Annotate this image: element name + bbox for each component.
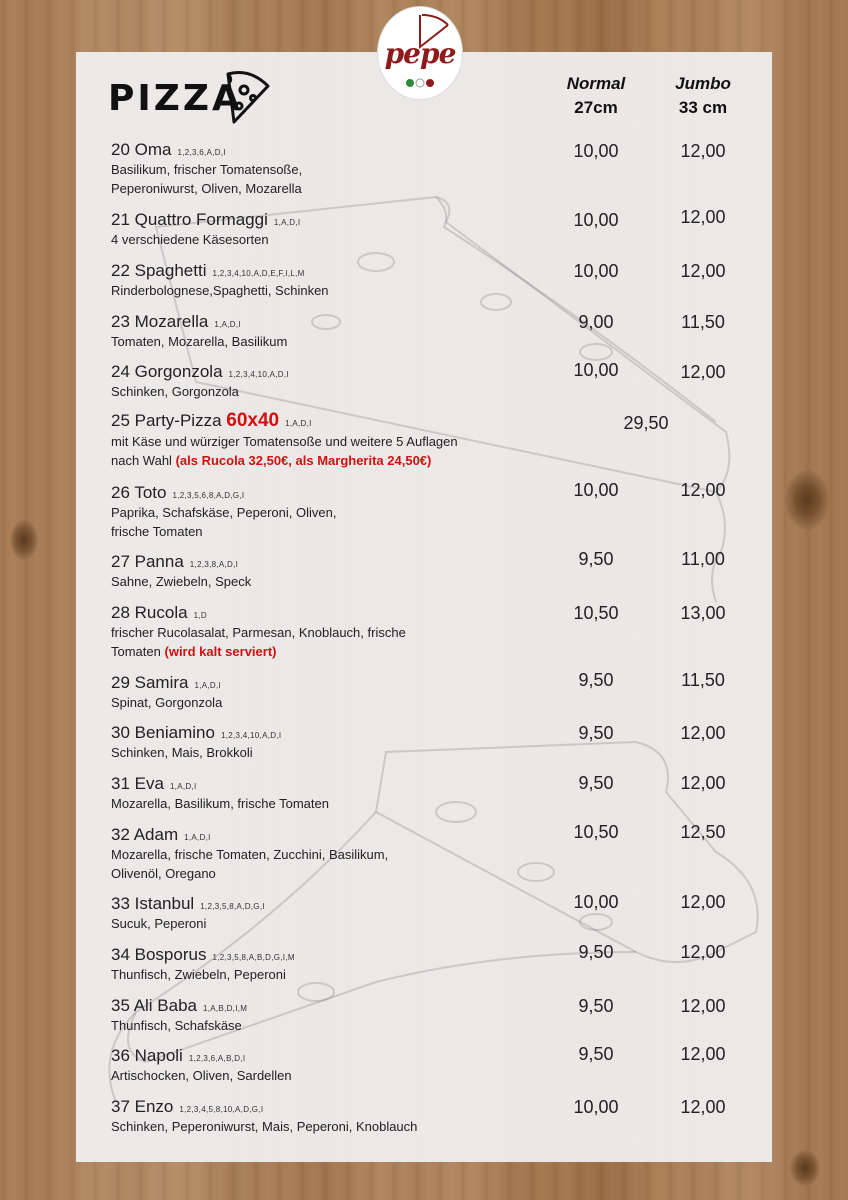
price-normal: 10,00 xyxy=(573,141,619,161)
column-normal-label: Normal xyxy=(566,74,626,93)
price-jumbo: 12,00 xyxy=(680,207,726,227)
item-allergens: 1,A,D,I xyxy=(184,833,211,842)
price-jumbo: 12,00 xyxy=(680,480,726,500)
price-jumbo: 11,00 xyxy=(681,549,725,569)
item-name: 24 Gorgonzola xyxy=(111,362,223,381)
column-normal-size: 27cm xyxy=(574,98,618,117)
price-party: 29,50 xyxy=(623,413,669,433)
item-allergens: 1,2,3,4,10,A,D,I xyxy=(228,370,289,379)
price-normal: 9,50 xyxy=(578,549,614,569)
price-jumbo: 12,00 xyxy=(680,1097,726,1117)
price-jumbo: 12,00 xyxy=(680,362,726,382)
item-allergens: 1,2,3,5,8,A,D,G,I xyxy=(200,902,265,911)
item-description: Thunfisch, Schafskäse xyxy=(111,1018,242,1033)
price-jumbo: 13,00 xyxy=(680,603,726,623)
item-description: Artischocken, Oliven, Sardellen xyxy=(111,1068,292,1083)
party-size-label: 60x40 xyxy=(226,410,280,431)
wood-knot xyxy=(790,1150,820,1186)
logo-text: pepe xyxy=(384,37,456,70)
item-allergens: 1,A,D,I xyxy=(273,218,301,227)
price-jumbo: 12,00 xyxy=(680,942,726,962)
item-allergens: 1,A,D,I xyxy=(169,782,197,791)
price-normal: 10,50 xyxy=(573,603,619,623)
price-normal: 10,00 xyxy=(573,360,619,380)
item-name: 23 Mozarella xyxy=(111,312,209,331)
price-jumbo: 12,00 xyxy=(680,996,726,1016)
item-allergens: 1,2,3,6,A,B,D,I xyxy=(188,1054,246,1063)
item-name: 35 Ali Baba xyxy=(111,996,198,1015)
item-description: Spinat, Gorgonzola xyxy=(111,695,223,710)
wood-knot xyxy=(10,520,38,560)
item-allergens: 1,2,3,5,8,A,B,D,G,I,M xyxy=(212,953,295,962)
item-description-line2: Tomaten xyxy=(111,644,161,659)
price-jumbo: 11,50 xyxy=(681,312,725,332)
item-allergens: 1,2,3,5,6,8,A,D,G,I xyxy=(172,491,245,500)
price-jumbo: 12,00 xyxy=(680,723,726,743)
item-allergens: 1,2,3,4,10,A,D,E,F,I,L,M xyxy=(212,269,305,278)
pepe-logo xyxy=(378,7,462,99)
item-name: 26 Toto xyxy=(111,483,167,502)
item-description-line2: Olivenöl, Oregano xyxy=(111,866,216,881)
item-name: 37 Enzo xyxy=(111,1097,174,1116)
item-description: Schinken, Gorgonzola xyxy=(111,384,239,399)
price-normal: 9,50 xyxy=(578,942,614,962)
item-name: 29 Samira xyxy=(111,673,189,692)
column-header-jumbo xyxy=(663,74,743,118)
item-name: 28 Rucola xyxy=(111,603,188,622)
item-description-line2: nach Wahl xyxy=(111,453,172,468)
item-name: 20 Oma xyxy=(111,140,172,159)
price-jumbo: 12,50 xyxy=(680,822,726,842)
price-jumbo: 11,50 xyxy=(681,670,725,690)
price-jumbo: 12,00 xyxy=(680,1044,726,1064)
column-jumbo-size: 33 cm xyxy=(678,98,728,117)
item-allergens: 1,A,D,I xyxy=(194,681,222,690)
price-normal: 9,50 xyxy=(578,773,614,793)
price-normal: 9,50 xyxy=(578,996,614,1016)
item-description: mit Käse und würziger Tomatensoße und weitere 5 Auflagen xyxy=(111,434,458,449)
item-description: Basilikum, frischer Tomatensoße, xyxy=(111,162,303,177)
price-jumbo: 12,00 xyxy=(680,141,726,161)
item-allergens: 1,2,3,6,A,D,I xyxy=(177,148,226,157)
item-description: Mozarella, frische Tomaten, Zucchini, Basilikum, xyxy=(111,847,389,862)
item-allergens: 1,A,D,I xyxy=(214,320,241,329)
item-name: 30 Beniamino xyxy=(111,723,215,742)
item-allergens: 1,A,B,D,I,M xyxy=(203,1004,248,1013)
item-name: 22 Spaghetti xyxy=(111,261,207,280)
price-normal: 10,00 xyxy=(573,480,619,500)
item-description-line2: frische Tomaten xyxy=(111,524,203,539)
item-name: 25 Party-Pizza xyxy=(111,411,222,430)
wood-knot xyxy=(785,470,829,530)
item-name: 27 Panna xyxy=(111,552,184,571)
item-allergens: 1,2,3,4,10,A,D,I xyxy=(220,731,282,740)
item-description: Sahne, Zwiebeln, Speck xyxy=(111,574,252,589)
item-description: 4 verschiedene Käsesorten xyxy=(111,232,269,247)
item-description: frischer Rucolasalat, Parmesan, Knoblauch, frische xyxy=(111,625,406,640)
item-description: Sucuk, Peperoni xyxy=(111,916,207,931)
price-note: (als Rucola 32,50€, als Margherita 24,50€) xyxy=(175,453,432,468)
item-name: 36 Napoli xyxy=(111,1046,183,1065)
item-name: 31 Eva xyxy=(111,774,164,793)
price-jumbo: 12,00 xyxy=(680,773,726,793)
item-description: Thunfisch, Zwiebeln, Peperoni xyxy=(111,967,286,982)
price-normal: 9,00 xyxy=(578,312,614,332)
column-jumbo-label: Jumbo xyxy=(675,74,731,93)
price-normal: 10,00 xyxy=(573,892,619,912)
item-name: 33 Istanbul xyxy=(111,894,195,913)
item-description: Paprika, Schafskäse, Peperoni, Oliven, xyxy=(111,505,337,520)
price-normal: 9,50 xyxy=(578,1044,614,1064)
price-normal: 9,50 xyxy=(578,670,614,690)
item-description: Mozarella, Basilikum, frische Tomaten xyxy=(111,796,329,811)
item-allergens: 1,2,3,8,A,D,I xyxy=(189,560,239,569)
price-normal: 10,00 xyxy=(573,1097,619,1117)
pizza-slice-icon xyxy=(222,68,272,126)
item-name: 34 Bosporus xyxy=(111,945,207,964)
column-header-normal xyxy=(556,74,636,118)
item-name: 32 Adam xyxy=(111,825,179,844)
price-normal: 10,00 xyxy=(573,261,619,281)
item-allergens: 1,2,3,4,5,8,10,A,D,G,I xyxy=(179,1105,264,1114)
price-normal: 10,00 xyxy=(573,210,619,230)
item-description: Tomaten, Mozarella, Basilikum xyxy=(111,334,288,349)
item-description: Schinken, Mais, Brokkoli xyxy=(111,745,253,760)
serving-note: (wird kalt serviert) xyxy=(164,644,277,659)
item-description: Schinken, Peperoniwurst, Mais, Peperoni, Knoblauch xyxy=(111,1119,418,1134)
item-description-line2: Peperoniwurst, Oliven, Mozarella xyxy=(111,181,302,196)
price-normal: 10,50 xyxy=(573,822,619,842)
item-allergens: 1,D xyxy=(193,611,207,620)
page-title: PIZZA xyxy=(108,78,243,119)
item-name: 21 Quattro Formaggi xyxy=(111,210,268,229)
item-description: Rinderbolognese,Spaghetti, Schinken xyxy=(111,283,329,298)
price-normal: 9,50 xyxy=(578,723,614,743)
price-jumbo: 12,00 xyxy=(680,892,726,912)
item-allergens: 1,A,D,I xyxy=(285,419,312,428)
price-jumbo: 12,00 xyxy=(680,261,726,281)
